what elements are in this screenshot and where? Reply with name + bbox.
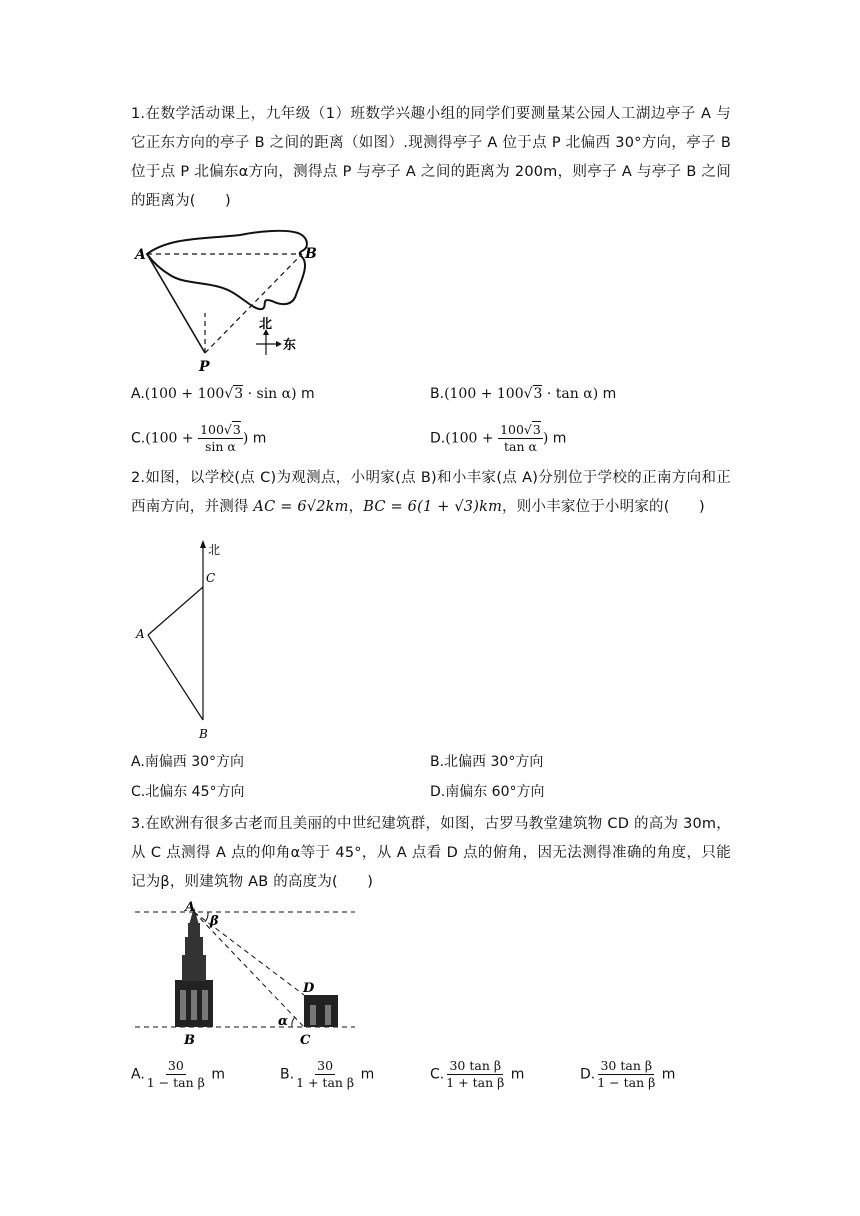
- question-2-text: 2.如图，以学校(点 C)为观测点，小明家(点 B)和小丰家(点 A)分别位于学校的正南方向和正西南方向，并测得 AC = 6√2km，BC = 6(1 + √3)km，则小丰家位于小明家的( ): [131, 470, 731, 515]
- q1-option-a[interactable]: A.(100 + 100√3 · sin α) m: [131, 386, 315, 402]
- q3-option-b[interactable]: B. $\frac{30}{\text{1 + tan β}}$ m: [280, 1058, 375, 1090]
- q2-option-a[interactable]: A.南偏西 30°方向: [131, 754, 245, 770]
- label-east: 东: [283, 338, 297, 353]
- label-north: 北: [208, 543, 221, 557]
- q1-option-b[interactable]: B.(100 + 100√3 · tan α) m: [430, 386, 617, 402]
- label-alpha: α: [278, 1014, 289, 1029]
- question-2-figure: [130, 540, 250, 745]
- question-1-figure: [130, 225, 330, 375]
- church-icon: [304, 995, 338, 1027]
- q2-option-b[interactable]: B.北偏西 30°方向: [430, 754, 544, 770]
- q1-option-c[interactable]: C.(100 + $\frac{100√3}{\text{sin α}}$ ) m: [131, 422, 267, 454]
- question-3-text: 3.在欧洲有很多古老而且美丽的中世纪建筑群，如图，古罗马教堂建筑物 CD 的高为 30m，从 C 点测得 A 点的仰角α等于 45°，从 A 点看 D 点的俯角，因无法测得准确的角度，只能记为β，则建筑物 AB 的高度为( ): [131, 816, 731, 890]
- question-3-figure: [130, 895, 365, 1050]
- label-d: D: [303, 981, 315, 996]
- q2-option-c[interactable]: C.北偏东 45°方向: [131, 784, 245, 800]
- q3-option-c[interactable]: C. $\frac{\text{30 tan β}}{\text{1 + tan β}}$ m: [430, 1058, 525, 1090]
- q3-option-d[interactable]: D. $\frac{\text{30 tan β}}{\text{1 − tan β}}$ m: [580, 1058, 676, 1090]
- label-b: B: [305, 246, 317, 262]
- q3-option-a[interactable]: A. $\frac{30}{\text{1 − tan β}}$ m: [131, 1058, 225, 1090]
- tower-icon: [175, 907, 213, 1027]
- lake-outline: [147, 231, 307, 309]
- question-1-text: 1.在数学活动课上，九年级（1）班数学兴趣小组的同学们要测量某公园人工湖边亭子 A 与它正东方向的亭子 B 之间的距离（如图）.现测得亭子 A 位于点 P 北偏西 30°方向，亭子 B 位于点 P 北偏东α方向，测得点 P 与亭子 A 之间的距离为 200m，则亭子 A 与亭子 B 之间的距离为( ): [131, 106, 731, 209]
- label-a: A: [135, 247, 146, 263]
- q1-option-d[interactable]: D.(100 + $\frac{100√3}{\text{tan α}}$ ) m: [430, 422, 567, 454]
- label-north: 北: [259, 317, 273, 332]
- label-beta: β: [210, 914, 219, 929]
- q2-option-d[interactable]: D.南偏东 60°方向: [430, 784, 545, 800]
- label-b: B: [199, 727, 208, 741]
- label-c: C: [300, 1033, 311, 1048]
- label-b: B: [184, 1033, 195, 1048]
- label-c: C: [206, 571, 216, 585]
- label-a: A: [136, 627, 145, 641]
- label-p: P: [199, 359, 210, 375]
- label-a: A: [185, 900, 196, 915]
